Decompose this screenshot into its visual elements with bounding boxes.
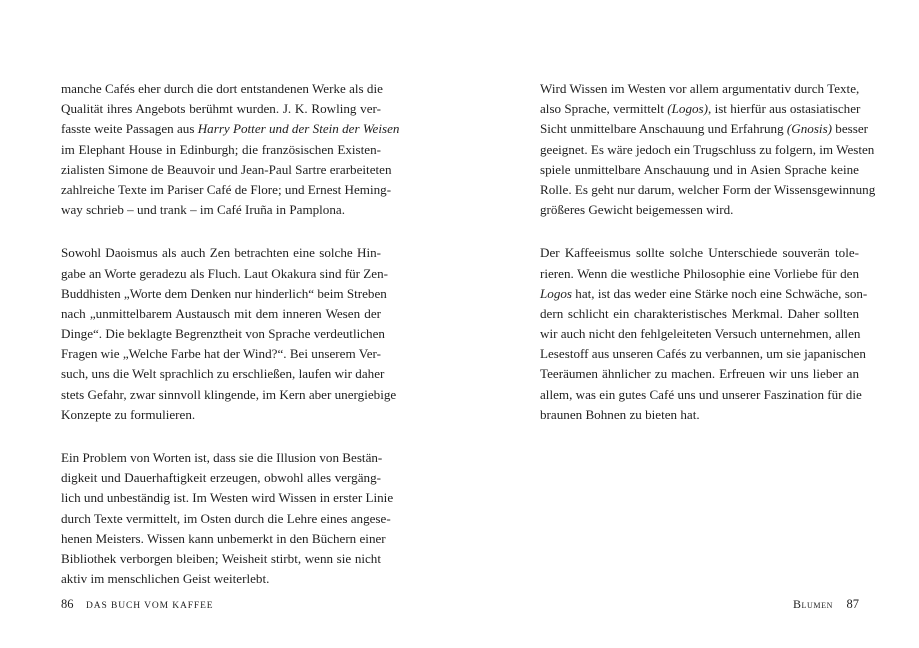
text-segment: aktiv im menschlichen Geist weiterlebt.: [61, 571, 270, 587]
text-line: [61, 364, 385, 384]
text-segment: allem, was ein gutes Café uns und unserer Faszination für die: [540, 386, 862, 402]
text-line: [540, 284, 868, 304]
right-page: [460, 0, 919, 648]
text-line: [540, 264, 859, 284]
text-line: [61, 549, 381, 569]
text-segment: geeignet. Es wäre jedoch ein Trugschluss zu folgern, im Westen: [540, 141, 875, 157]
text-segment: Rolle. Es geht nur darum, welcher Form der Wissensgewinnung: [540, 181, 876, 197]
text-line: [61, 344, 381, 364]
text-segment: zialisten Simone de Beauvoir und Jean-Paul Sartre erarbeiteten: [61, 161, 392, 177]
text-line: [540, 344, 866, 364]
text-segment: also Sprache, vermittelt: [540, 101, 668, 117]
text-line: [61, 324, 385, 344]
text-line: [61, 405, 381, 425]
text-line: [61, 264, 389, 284]
text-line: [61, 284, 387, 304]
text-segment: Ein Problem von Worten ist, dass sie die Illusion von Bestän-: [61, 450, 383, 465]
text-segment: Sowohl Daoismus als auch Zen betrachten eine solche Hin-: [61, 245, 381, 261]
paragraph: [61, 243, 397, 425]
text-line: [61, 99, 381, 119]
text-line: [540, 200, 859, 220]
running-head: DAS BUCH VOM KAFFEE: [86, 601, 214, 611]
paragraph: [61, 79, 400, 220]
text-line: [540, 243, 859, 263]
text-segment: lich und unbeständig ist. Im Westen wird Wissen in erster Linie: [61, 490, 394, 506]
text-segment: Dinge“. Die beklagte Begrenztheit von Sprache verdeutlichen: [61, 326, 385, 342]
text-segment: braunen Bohnen zu bieten hat.: [540, 406, 700, 422]
text-segment: Buddhisten „Worte dem Denken nur hinderlich“ beim Streben: [61, 285, 387, 301]
text-line: [61, 569, 381, 589]
text-line: [61, 304, 381, 324]
running-head: Blumen: [792, 597, 833, 611]
text-segment: dern schlicht ein charakteristisches Merkmal. Daher sollten: [540, 305, 859, 321]
text-segment: such, uns die Welt sprachlich zu erschließen, laufen wir daher: [61, 366, 385, 382]
text-segment: Lesestoff aus unseren Cafés zu verbannen, um sie japanischen: [540, 346, 866, 362]
italic-text: (Gnosis): [786, 121, 833, 137]
text-line: [540, 405, 859, 425]
text-line: [61, 448, 381, 468]
text-segment: Fragen wie „Welche Farbe hat der Wind?“. Bei unserem Ver-: [61, 346, 381, 362]
text-line: [61, 119, 400, 139]
text-segment: fasste weite Passagen aus: [61, 121, 198, 137]
text-line: [540, 119, 869, 139]
text-segment: größeres Gewicht beigemessen wird.: [540, 202, 734, 218]
text-line: [61, 468, 381, 488]
text-line: [61, 529, 386, 549]
text-segment: Der Kaffeeismus sollte solche Unterschiede souverän tole-: [540, 245, 859, 261]
left-page-footer: [61, 597, 214, 613]
text-line: [540, 160, 859, 180]
page-number: 86: [61, 597, 74, 611]
text-line: [540, 324, 859, 344]
text-segment: Sicht unmittelbare Anschauung und Erfahrung: [540, 121, 787, 137]
text-line: [540, 140, 875, 160]
text-line: [540, 364, 859, 384]
text-line: [540, 79, 859, 99]
text-segment: henen Meisters. Wissen kann unbemerkt in den Büchern einer: [61, 530, 386, 546]
text-segment: Qualität ihres Angebots berühmt wurden. J. K. Rowling ver-: [61, 101, 381, 117]
italic-text: (Logos): [667, 101, 709, 117]
text-segment: Konzepte zu formulieren.: [61, 406, 196, 422]
text-segment: durch Texte vermittelt, im Osten durch die Lehre eines angese-: [61, 510, 391, 526]
text-line: [540, 99, 859, 119]
text-segment: stets Gefahr, zwar sinnvoll klingende, im Kern aber unergiebige: [61, 386, 397, 402]
text-line: [61, 200, 381, 220]
text-segment: digkeit und Dauerhaftigkeit erzeugen, obwohl alles vergäng-: [61, 470, 381, 486]
text-segment: rieren. Wenn die westliche Philosophie eine Vorliebe für den: [540, 265, 859, 281]
text-line: [61, 509, 391, 529]
right-page-footer: [793, 597, 859, 612]
paragraph: [540, 243, 868, 425]
text-segment: gabe an Worte geradezu als Fluch. Laut Okakura sind für Zen-: [61, 265, 389, 281]
text-segment: , ist hierfür aus ostasiatischer: [708, 101, 861, 117]
text-line: [61, 79, 381, 99]
text-line: [61, 140, 381, 160]
text-line: [61, 160, 392, 180]
text-segment: wir auch nicht den fehlgeleiteten Versuch unternehmen, allen: [540, 326, 861, 342]
text-line: [61, 385, 397, 405]
right-text-column: [540, 79, 876, 448]
text-segment: Teeräumen ähnlicher zu machen. Erfreuen wir uns lieber an: [540, 366, 859, 382]
text-line: [540, 180, 876, 200]
left-text-column: [61, 79, 400, 612]
text-segment: zahlreiche Texte im Pariser Café de Flore; und Ernest Heming-: [61, 181, 392, 197]
text-segment: im Elephant House in Edinburgh; die französischen Existen-: [61, 141, 381, 157]
text-line: [61, 488, 394, 508]
text-segment: nach „unmittelbarem Austausch mit dem inneren Wesen der: [61, 305, 381, 321]
text-segment: Bibliothek verborgen bleiben; Weisheit stirbt, wenn sie nicht: [61, 550, 381, 566]
text-segment: besser: [832, 121, 869, 137]
text-line: [540, 385, 862, 405]
text-segment: hat, ist das weder eine Stärke noch eine Schwäche, son-: [572, 285, 868, 301]
page-number: 87: [846, 597, 859, 611]
paragraph: [61, 448, 394, 589]
text-line: [61, 180, 392, 200]
text-segment: spiele unmittelbare Anschauung und in Asien Sprache keine: [540, 161, 859, 177]
text-line: [61, 243, 381, 263]
text-line: [540, 304, 859, 324]
italic-text: Logos: [540, 285, 573, 301]
text-segment: way schrieb – und trank – im Café Iruña in Pamplona.: [61, 202, 345, 218]
paragraph: [540, 79, 876, 220]
text-segment: Wird Wissen im Westen vor allem argumentativ durch Texte,: [540, 81, 860, 96]
italic-text: Harry Potter und der Stein der Weisen: [197, 121, 400, 137]
text-segment: manche Cafés eher durch die dort entstandenen Werke als die: [61, 81, 383, 96]
